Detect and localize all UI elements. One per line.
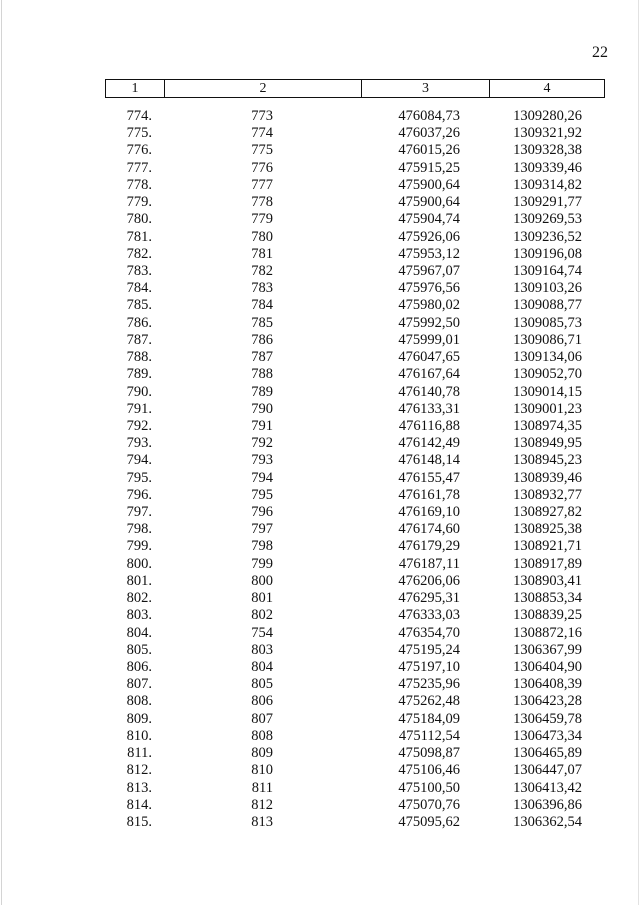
point-number-cell: 774. <box>126 108 152 124</box>
y-coordinate-cell: 1309164,74 <box>513 262 582 279</box>
column-header-4: 4 <box>490 80 605 98</box>
table-row <box>0 418 640 435</box>
reference-number-cell: 812 <box>251 796 273 813</box>
column-header-row <box>106 80 605 98</box>
y-coordinate-cell: 1309291,77 <box>513 194 582 211</box>
y-coordinate-cell: 1306367,99 <box>513 641 582 658</box>
reference-number-cell: 773 <box>251 108 273 124</box>
reference-number-cell: 804 <box>251 659 273 675</box>
point-number-cell: 785. <box>126 297 152 314</box>
y-coordinate-cell: 1308839,25 <box>513 607 582 624</box>
reference-number-cell: 775 <box>251 142 273 159</box>
y-coordinate-cell: 1306362,54 <box>513 813 582 830</box>
column-header-3: 3 <box>362 80 490 98</box>
y-coordinate-cell: 1309339,46 <box>513 159 582 176</box>
point-number-cell: 789. <box>126 366 152 383</box>
table-row <box>0 538 640 555</box>
point-number-cell: 775. <box>126 125 152 142</box>
reference-number-cell: 800 <box>251 572 273 589</box>
y-coordinate-cell: 1306404,90 <box>513 659 582 675</box>
reference-number-cell: 813 <box>251 813 273 830</box>
table-row <box>0 642 640 659</box>
point-number-cell: 781. <box>126 228 152 245</box>
reference-number-cell: 805 <box>251 676 273 693</box>
point-number-cell: 793. <box>126 435 152 452</box>
table-row <box>0 435 640 452</box>
point-number-cell: 807. <box>126 676 152 693</box>
reference-number-cell: 787 <box>251 349 273 366</box>
table-row <box>0 315 640 332</box>
point-number-cell: 786. <box>126 314 152 331</box>
y-coordinate-cell: 1306473,34 <box>513 727 582 744</box>
x-coordinate-cell: 476148,14 <box>398 452 460 469</box>
y-coordinate-cell: 1308974,35 <box>513 417 582 434</box>
point-number-cell: 815. <box>126 813 152 830</box>
x-coordinate-cell: 476133,31 <box>398 400 460 417</box>
point-number-cell: 810. <box>126 727 152 744</box>
point-number-cell: 805. <box>126 641 152 658</box>
y-coordinate-cell: 1309236,52 <box>513 228 582 245</box>
table-row <box>0 590 640 607</box>
reference-number-cell: 777 <box>251 176 273 193</box>
x-coordinate-cell: 475900,64 <box>398 176 460 193</box>
table-row <box>0 676 640 693</box>
page-number: 22 <box>592 44 608 61</box>
table-row <box>0 366 640 383</box>
x-coordinate-cell: 475100,50 <box>398 779 460 796</box>
x-coordinate-cell: 475184,09 <box>398 710 460 727</box>
point-number-cell: 799. <box>126 538 152 555</box>
x-coordinate-cell: 476206,06 <box>398 572 460 589</box>
point-number-cell: 800. <box>126 555 152 572</box>
y-coordinate-cell: 1306459,78 <box>513 710 582 727</box>
table-row <box>0 659 640 676</box>
x-coordinate-cell: 476037,26 <box>398 125 460 142</box>
table-row <box>0 556 640 573</box>
x-coordinate-cell: 475112,54 <box>398 727 460 744</box>
y-coordinate-cell: 1309052,70 <box>513 366 582 383</box>
x-coordinate-cell: 475900,64 <box>398 194 460 211</box>
reference-number-cell: 794 <box>251 469 273 486</box>
table-row <box>0 211 640 228</box>
x-coordinate-cell: 476179,29 <box>398 538 460 555</box>
y-coordinate-cell: 1308853,34 <box>513 590 582 607</box>
point-number-cell: 777. <box>126 159 152 176</box>
point-number-cell: 783. <box>126 262 152 279</box>
table-row <box>0 108 640 125</box>
point-number-cell: 794. <box>126 452 152 469</box>
point-number-cell: 812. <box>126 762 152 779</box>
table-row <box>0 504 640 521</box>
point-number-cell: 782. <box>126 245 152 262</box>
y-coordinate-cell: 1308927,82 <box>513 504 582 521</box>
y-coordinate-cell: 1309280,26 <box>513 108 582 124</box>
reference-number-cell: 801 <box>251 590 273 607</box>
reference-number-cell: 791 <box>251 417 273 434</box>
reference-number-cell: 809 <box>251 745 273 762</box>
point-number-cell: 804. <box>126 624 152 641</box>
table-row <box>0 728 640 745</box>
x-coordinate-cell: 476142,49 <box>398 435 460 452</box>
table-row <box>0 263 640 280</box>
x-coordinate-cell: 475999,01 <box>398 331 460 348</box>
y-coordinate-cell: 1309088,77 <box>513 297 582 314</box>
reference-number-cell: 778 <box>251 194 273 211</box>
x-coordinate-cell: 475195,24 <box>398 641 460 658</box>
y-coordinate-cell: 1309269,53 <box>513 211 582 228</box>
table-row <box>0 194 640 211</box>
reference-number-cell: 774 <box>251 125 273 142</box>
point-number-cell: 780. <box>126 211 152 228</box>
table-row <box>0 177 640 194</box>
y-coordinate-cell: 1308932,77 <box>513 486 582 503</box>
reference-number-cell: 784 <box>251 297 273 314</box>
y-coordinate-cell: 1308925,38 <box>513 521 582 538</box>
y-coordinate-cell: 1306465,89 <box>513 745 582 762</box>
x-coordinate-cell: 475197,10 <box>398 659 460 675</box>
reference-number-cell: 792 <box>251 435 273 452</box>
reference-number-cell: 799 <box>251 555 273 572</box>
table-row <box>0 332 640 349</box>
table-row <box>0 280 640 297</box>
y-coordinate-cell: 1309001,23 <box>513 400 582 417</box>
point-number-cell: 796. <box>126 486 152 503</box>
table-row <box>0 573 640 590</box>
x-coordinate-cell: 475098,87 <box>398 745 460 762</box>
point-number-cell: 806. <box>126 659 152 675</box>
x-coordinate-cell: 475976,56 <box>398 280 460 297</box>
table-row <box>0 229 640 246</box>
x-coordinate-cell: 475106,46 <box>398 762 460 779</box>
point-number-cell: 779. <box>126 194 152 211</box>
table-row <box>0 487 640 504</box>
point-number-cell: 788. <box>126 349 152 366</box>
reference-number-cell: 793 <box>251 452 273 469</box>
x-coordinate-cell: 476116,88 <box>398 417 460 434</box>
reference-number-cell: 808 <box>251 727 273 744</box>
table-row <box>0 452 640 469</box>
y-coordinate-cell: 1306423,28 <box>513 693 582 710</box>
point-number-cell: 778. <box>126 176 152 193</box>
reference-number-cell: 785 <box>251 314 273 331</box>
table-row <box>0 297 640 314</box>
y-coordinate-cell: 1308917,89 <box>513 555 582 572</box>
table-row <box>0 607 640 624</box>
y-coordinate-cell: 1308949,95 <box>513 435 582 452</box>
point-number-cell: 813. <box>126 779 152 796</box>
x-coordinate-cell: 476084,73 <box>398 108 460 124</box>
y-coordinate-cell: 1308921,71 <box>513 538 582 555</box>
y-coordinate-cell: 1309085,73 <box>513 314 582 331</box>
table-row <box>0 814 640 831</box>
y-coordinate-cell: 1309086,71 <box>513 331 582 348</box>
table-row <box>0 125 640 142</box>
point-number-cell: 797. <box>126 504 152 521</box>
reference-number-cell: 754 <box>251 624 273 641</box>
reference-number-cell: 779 <box>251 211 273 228</box>
table-row <box>0 625 640 642</box>
point-number-cell: 814. <box>126 796 152 813</box>
x-coordinate-cell: 475904,74 <box>398 211 460 228</box>
reference-number-cell: 811 <box>251 779 273 796</box>
table-row <box>0 711 640 728</box>
point-number-cell: 790. <box>126 383 152 400</box>
x-coordinate-cell: 476169,10 <box>398 504 460 521</box>
reference-number-cell: 810 <box>251 762 273 779</box>
x-coordinate-cell: 476354,70 <box>398 624 460 641</box>
reference-number-cell: 780 <box>251 228 273 245</box>
x-coordinate-cell: 476140,78 <box>398 383 460 400</box>
reference-number-cell: 798 <box>251 538 273 555</box>
y-coordinate-cell: 1309328,38 <box>513 142 582 159</box>
x-coordinate-cell: 476187,11 <box>398 555 460 572</box>
x-coordinate-cell: 476174,60 <box>398 521 460 538</box>
y-coordinate-cell: 1308903,41 <box>513 572 582 589</box>
reference-number-cell: 795 <box>251 486 273 503</box>
point-number-cell: 784. <box>126 280 152 297</box>
table-row <box>0 780 640 797</box>
reference-number-cell: 782 <box>251 262 273 279</box>
x-coordinate-cell: 476047,65 <box>398 349 460 366</box>
table-row <box>0 693 640 710</box>
x-coordinate-cell: 475235,96 <box>398 676 460 693</box>
point-number-cell: 787. <box>126 331 152 348</box>
reference-number-cell: 807 <box>251 710 273 727</box>
y-coordinate-cell: 1308872,16 <box>513 624 582 641</box>
reference-number-cell: 797 <box>251 521 273 538</box>
column-header-1: 1 <box>106 80 165 98</box>
reference-number-cell: 790 <box>251 400 273 417</box>
y-coordinate-cell: 1306447,07 <box>513 762 582 779</box>
x-coordinate-cell: 475915,25 <box>398 159 460 176</box>
point-number-cell: 803. <box>126 607 152 624</box>
table-row <box>0 246 640 263</box>
x-coordinate-cell: 475070,76 <box>398 796 460 813</box>
point-number-cell: 776. <box>126 142 152 159</box>
point-number-cell: 809. <box>126 710 152 727</box>
x-coordinate-cell: 476333,03 <box>398 607 460 624</box>
reference-number-cell: 776 <box>251 159 273 176</box>
point-number-cell: 791. <box>126 400 152 417</box>
table-row <box>0 470 640 487</box>
table-row <box>0 142 640 159</box>
x-coordinate-cell: 476015,26 <box>398 142 460 159</box>
point-number-cell: 795. <box>126 469 152 486</box>
table-row <box>0 521 640 538</box>
y-coordinate-cell: 1309103,26 <box>513 280 582 297</box>
table-row <box>0 160 640 177</box>
coordinate-table-body <box>0 108 640 831</box>
point-number-cell: 811. <box>127 745 152 762</box>
x-coordinate-cell: 475926,06 <box>398 228 460 245</box>
y-coordinate-cell: 1306413,42 <box>513 779 582 796</box>
x-coordinate-cell: 476167,64 <box>398 366 460 383</box>
point-number-cell: 802. <box>126 590 152 607</box>
reference-number-cell: 781 <box>251 245 273 262</box>
point-number-cell: 798. <box>126 521 152 538</box>
y-coordinate-cell: 1309314,82 <box>513 176 582 193</box>
table-row <box>0 762 640 779</box>
column-header-2: 2 <box>165 80 362 98</box>
y-coordinate-cell: 1306408,39 <box>513 676 582 693</box>
y-coordinate-cell: 1309196,08 <box>513 245 582 262</box>
x-coordinate-cell: 476155,47 <box>398 469 460 486</box>
table-row <box>0 797 640 814</box>
reference-number-cell: 788 <box>251 366 273 383</box>
point-number-cell: 792. <box>126 417 152 434</box>
x-coordinate-cell: 475953,12 <box>398 245 460 262</box>
point-number-cell: 808. <box>126 693 152 710</box>
point-number-cell: 801. <box>126 572 152 589</box>
table-row <box>0 384 640 401</box>
y-coordinate-cell: 1309134,06 <box>513 349 582 366</box>
reference-number-cell: 796 <box>251 504 273 521</box>
table-row <box>0 745 640 762</box>
y-coordinate-cell: 1309321,92 <box>513 125 582 142</box>
y-coordinate-cell: 1306396,86 <box>513 796 582 813</box>
y-coordinate-cell: 1309014,15 <box>513 383 582 400</box>
reference-number-cell: 803 <box>251 641 273 658</box>
reference-number-cell: 802 <box>251 607 273 624</box>
x-coordinate-cell: 475980,02 <box>398 297 460 314</box>
x-coordinate-cell: 475967,07 <box>398 262 460 279</box>
reference-number-cell: 806 <box>251 693 273 710</box>
column-header-table <box>105 79 605 98</box>
reference-number-cell: 786 <box>251 331 273 348</box>
x-coordinate-cell: 476295,31 <box>398 590 460 607</box>
y-coordinate-cell: 1308945,23 <box>513 452 582 469</box>
reference-number-cell: 789 <box>251 383 273 400</box>
reference-number-cell: 783 <box>251 280 273 297</box>
table-row <box>0 401 640 418</box>
x-coordinate-cell: 475262,48 <box>398 693 460 710</box>
y-coordinate-cell: 1308939,46 <box>513 469 582 486</box>
x-coordinate-cell: 475992,50 <box>398 314 460 331</box>
table-row <box>0 349 640 366</box>
x-coordinate-cell: 476161,78 <box>398 486 460 503</box>
x-coordinate-cell: 475095,62 <box>398 813 460 830</box>
